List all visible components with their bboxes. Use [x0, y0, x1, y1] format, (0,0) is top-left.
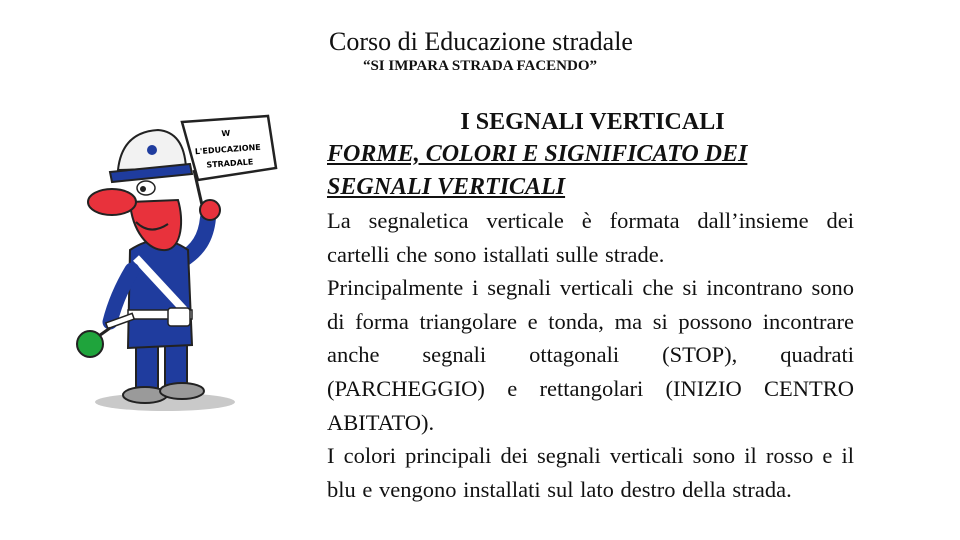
section-subtitle: FORME, COLORI E SIGNIFICATO DEI SEGNALI VERTICALI [327, 141, 748, 200]
paragraph-definition: La segnaletica verticale è formata dall’insieme dei cartelli che sono istallati sulle strade. [327, 208, 854, 267]
sign-line-w: W [221, 128, 231, 139]
main-content [327, 106, 854, 506]
section-title: I SEGNALI VERTICALI [460, 109, 725, 135]
course-motto: “SI IMPARA STRADA FACENDO” [362, 58, 598, 74]
sign-line-educazione: L'EDUCAZIONE [194, 142, 262, 157]
paragraph-shapes: Principalmente i segnali verticali che si incontrano sono di forma triangolare e tonda, ma si possono incontrare anche segnali ottagonali (STOP), quadrati (PARCHEGGIO) e rettangolari (INIZIO CENTRO ABITATO). [327, 275, 854, 435]
sign-line-stradale: STRADALE [206, 157, 254, 170]
traffic-officer-illustration [70, 110, 300, 420]
paragraph-colors: I colori principali dei segnali verticali sono il rosso e il blu e vengono installati sul lato destro della strada. [327, 443, 854, 502]
held-sign [182, 116, 276, 205]
course-title: Corso di Educazione stradale [329, 27, 633, 56]
